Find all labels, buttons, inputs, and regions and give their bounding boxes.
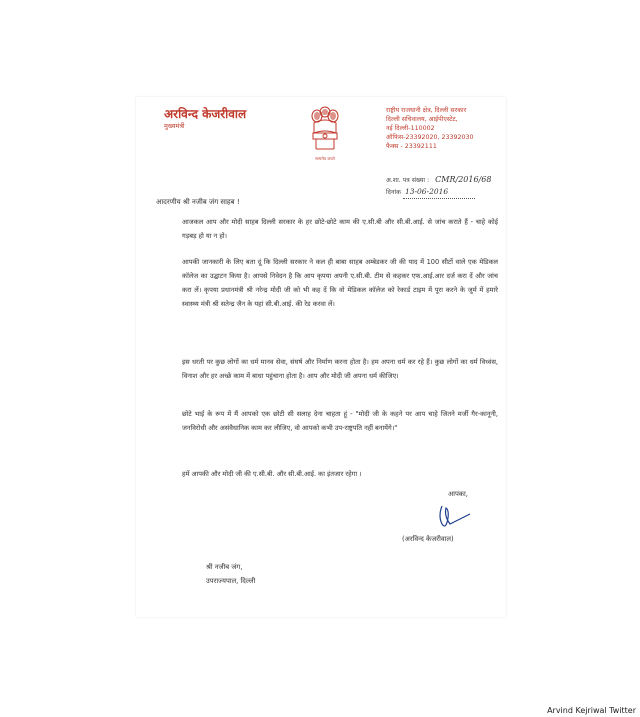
address-line: दिल्ली सचिवालय, आईपीएस्टेट, [386, 116, 458, 123]
recipient-designation: उपराज्यपाल, दिल्ली [206, 577, 256, 585]
reference-number: CMR/2016/68 [435, 175, 492, 184]
reference-block [386, 174, 491, 199]
date-label: दिनांक [386, 189, 401, 196]
reference-label: अ.शा. पत्र संख्या : [386, 177, 430, 184]
signatory-name: (अरविन्द केजरीवाल) [402, 535, 454, 543]
address-line: राष्ट्रीय राजधानी क्षेत्र, दिल्ली सरकार [386, 107, 467, 114]
emblem-caption: सत्यमेव जयते [315, 156, 335, 161]
address-line: नई दिल्ली-110002 [386, 125, 435, 132]
recipient-block [206, 560, 255, 588]
recipient-name: श्री नजीब जंग, [206, 563, 243, 571]
body-paragraph: आजकल आप और मोदी साहब दिल्ली सरकार के हर छोटे-छोटे काम की ए.सी.बी और सी.बी.आई. से जांच कराते हैं - चाहे कोई गड़बड़ हो या न हो। [182, 218, 498, 240]
salutation: आदरणीय श्री नजीब जंग साहब ! [156, 198, 240, 206]
body-paragraph: छोटे भाई के रूप में मैं आपको एक छोटी सी सलाह देना चाहता हूं - "मोदी जी के कहने पर आप चाहे जितने मर्जी गैर-कानूनी, जनविरोधी और असंवैधानिक काम कर लीजिए, वो आपको कभी उप-राष्ट्रपति नहीं बनायेंगे।" [182, 410, 498, 432]
letter-page [136, 97, 506, 617]
letter-date: 13-06-2016 [404, 187, 449, 196]
sender-name: अरविन्द केजरीवाल [164, 107, 247, 121]
body-paragraph: हमें आपकी और मोदी जी की ए.सी.बी. और सी.बी.आई. का इंतजार रहेगा । [182, 470, 362, 478]
sender-title: मुख्यमंत्री [164, 122, 185, 130]
address-line: फैक्स - 23392111 [386, 143, 437, 150]
signature-icon [432, 502, 472, 532]
valediction: आपका, [448, 490, 468, 498]
image-credit: Arvind Kejriwal Twitter [547, 706, 636, 715]
national-emblem-icon [308, 103, 342, 157]
body-paragraph: आपकी जानकारी के लिए बता दूं कि दिल्ली सरकार ने कल ही बाबा साहब अम्बेडकर जी की याद में 100 सीटों वाले एक मेडिकल कॉलेज का उद्घाटन किया है। आपसे निवेदन है कि आप कृपया अपनी ए.सी.बी. टीम से कहकर एफ.आई.आर दर्ज करा दें और जांच करा लें। कृपया प्रधानमंत्री श्री नरेन्द्र मोदी जी को भी कह दें कि वो मेडिकल कॉलेज को रेकार्ड टाइम में पूरा करने के जुर्म में हमारे स्वास्थ्य मंत्री श्री सतेन्द्र जैन के यहां सी.बी.आई. की रेड करवा लें। [182, 258, 498, 308]
body-paragraph: इस धरती पर कुछ लोगों का धर्म मानव सेवा, संघर्ष और निर्माण करना होता है। हम अपना धर्म कर रहे हैं। कुछ लोगों का धर्म विध्वंस, विनाश और हर अच्छे काम में बाधा पहुंचाना होता है। आप और मोदी जी अपना धर्म कीजिए। [182, 358, 498, 380]
letterhead-address [386, 106, 504, 151]
address-line: ऑफिस-23392020, 23392030 [386, 134, 474, 141]
